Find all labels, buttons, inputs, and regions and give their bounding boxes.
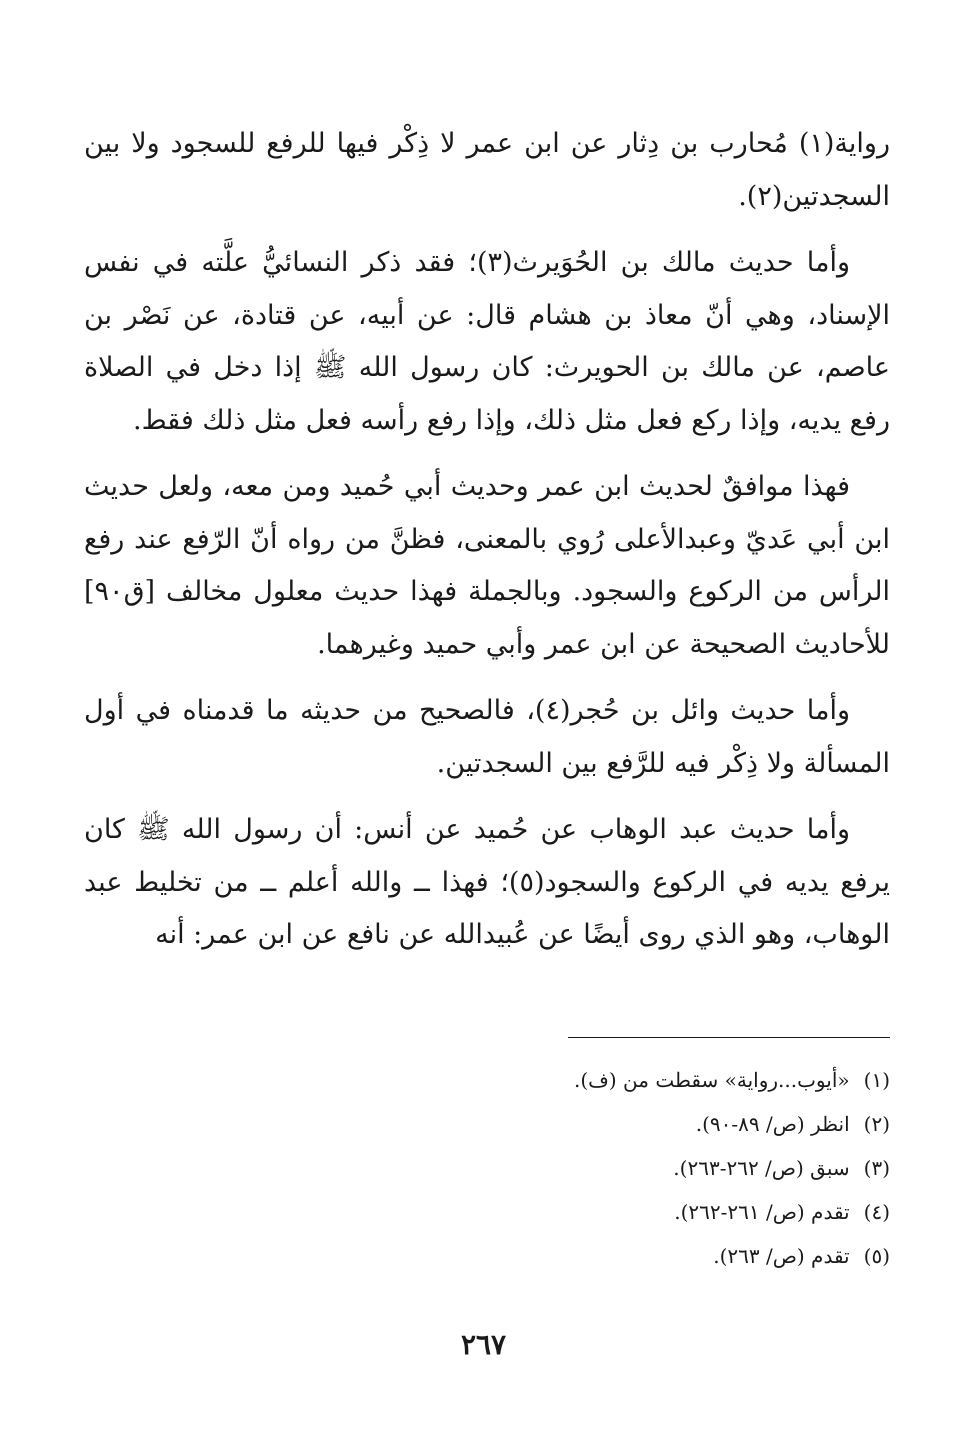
footnote-number: (٥)	[863, 1244, 890, 1268]
footnote-item	[84, 1058, 890, 1102]
footnote-item	[84, 1146, 890, 1190]
footnote-item	[84, 1102, 890, 1146]
page-number: ٢٦٧	[460, 1328, 507, 1361]
main-text	[84, 118, 890, 976]
footnote-text: انظر (ص/ ٨٩-٩٠).	[695, 1112, 850, 1136]
footnotes-list	[84, 1058, 890, 1278]
footnote-item	[84, 1190, 890, 1234]
paragraph-1: رواية(١) مُحارب بن دِثار عن ابن عمر لا ذِكْر فيها للرفع للسجود ولا بين السجدتين(٢).	[84, 128, 890, 212]
paragraph-2: وأما حديث مالك بن الحُوَيرث(٣)؛ فقد ذكر النسائيُّ علَّته في نفس الإسناد، وهي أنّ معاذ بن هشام قال: عن أبيه، عن قتادة، عن نَصْر بن عاصم، عن مالك بن الحويرث: كان رسول الله ﷺ إذا دخل في الصلاة رفع يديه، وإذا ركع فعل مثل ذلك، وإذا رفع رأسه فعل مثل ذلك فقط.	[84, 247, 890, 436]
footnote-number: (١)	[863, 1068, 890, 1092]
footnote-separator	[568, 1037, 890, 1038]
footnote-number: (٣)	[863, 1156, 890, 1180]
footnote-text: تقدم (ص/ ٢٦٣).	[713, 1244, 850, 1268]
paragraph-4: وأما حديث وائل بن حُجر(٤)، فالصحيح من حديثه ما قدمناه في أول المسألة ولا ذِكْر فيه للرَّفع بين السجدتين.	[84, 695, 890, 779]
footnote-item	[84, 1234, 890, 1278]
paragraph-5: وأما حديث عبد الوهاب عن حُميد عن أنس: أن رسول الله ﷺ كان يرفع يديه في الركوع والسجود(٥)؛ فهذا ــ والله أعلم ــ من تخليط عبد الوهاب، وهو الذي روى أيضًا عن عُبيدالله عن نافع عن ابن عمر: أنه	[84, 814, 891, 950]
paragraph-3: فهذا موافقٌ لحديث ابن عمر وحديث أبي حُميد ومن معه، ولعل حديث ابن أبي عَديّ وعبدالأعلى رُوي بالمعنى، فظنَّ من رواه أنّ الرّفع عند رفع الرأس من الركوع والسجود. وبالجملة فهذا حديث معلول مخالف [ق٩٠] للأحاديث الصحيحة عن ابن عمر وأبي حميد وغيرهما.	[84, 471, 890, 660]
footnote-text: «أيوب...رواية» سقطت من (ف).	[574, 1068, 850, 1092]
footnote-number: (٢)	[863, 1112, 890, 1136]
footnote-text: سبق (ص/ ٢٦٢-٢٦٣).	[673, 1156, 850, 1180]
footnote-number: (٤)	[863, 1200, 890, 1224]
footnote-text: تقدم (ص/ ٢٦١-٢٦٢).	[674, 1200, 850, 1224]
